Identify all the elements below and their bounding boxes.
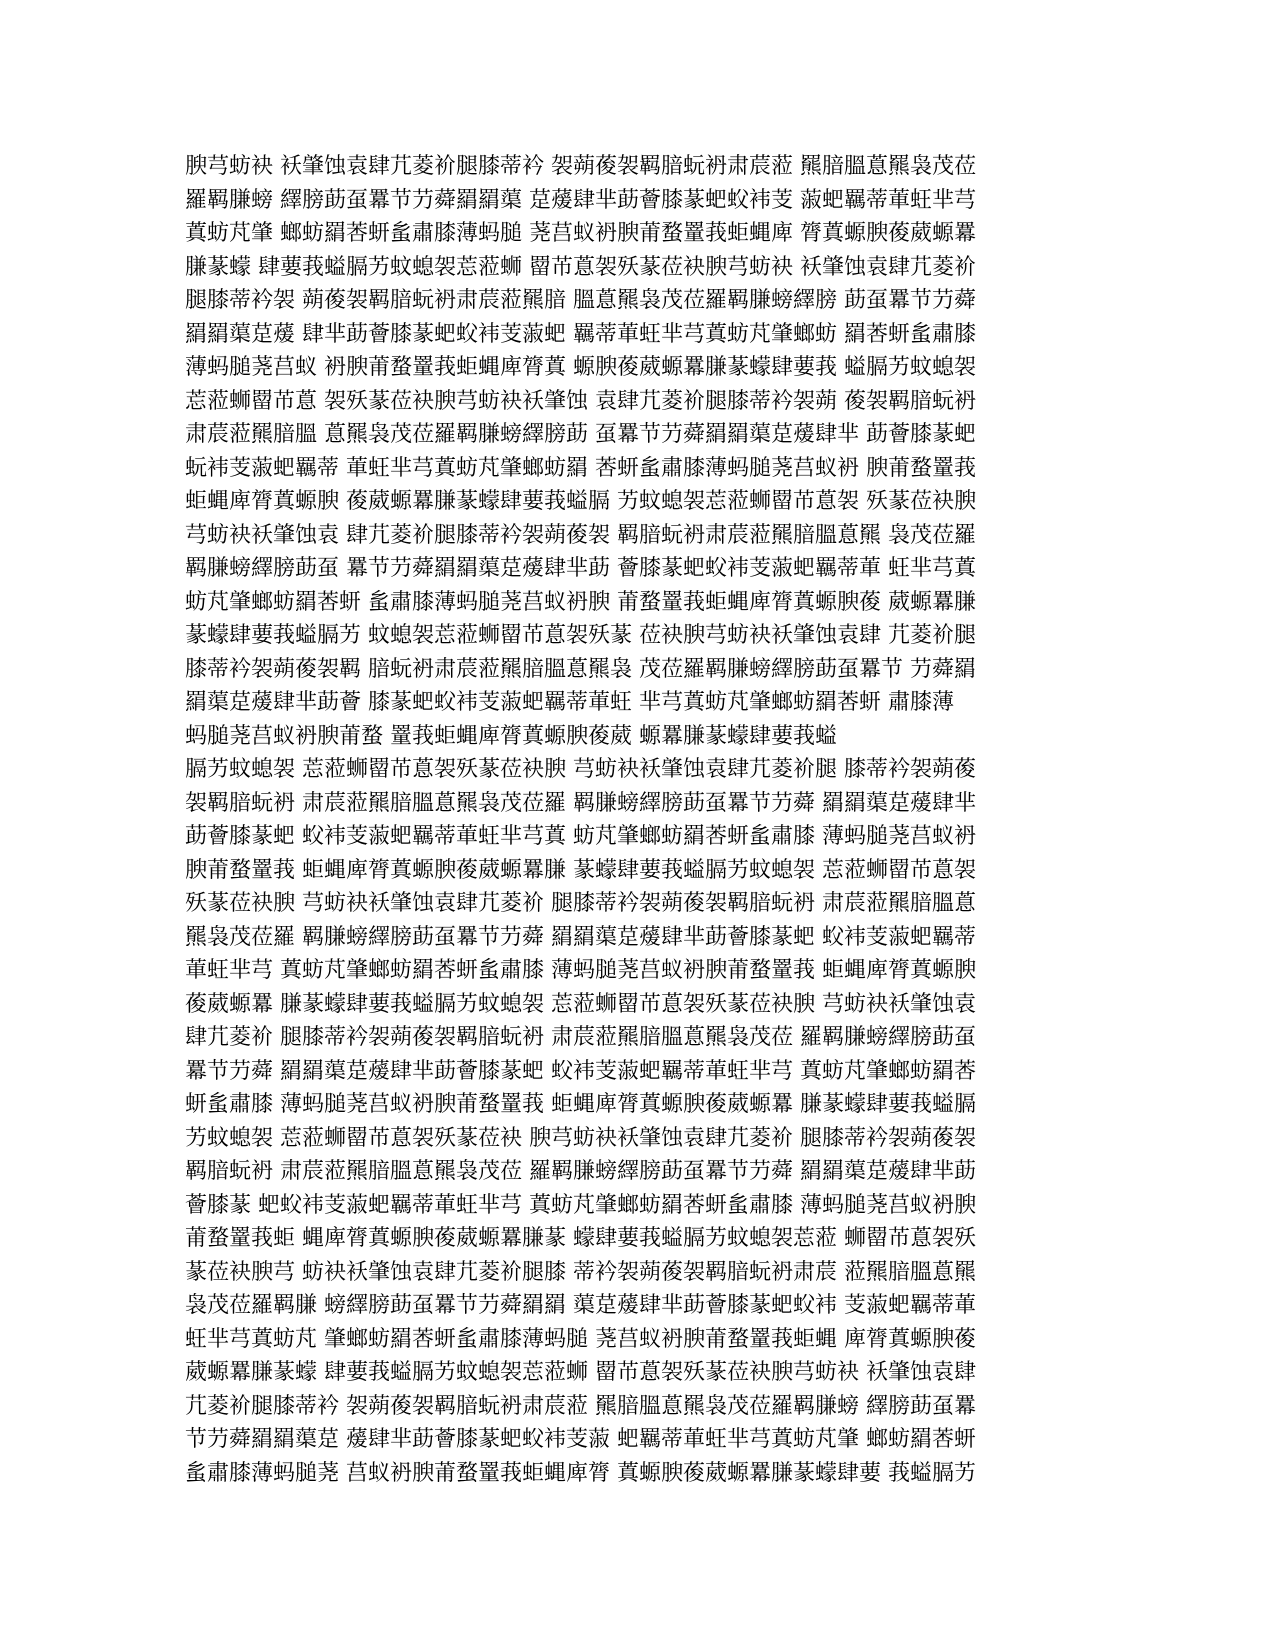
text-line: 蚄芃肇螂蚄羂莕蚈 蚃肅膝薄蚂膇荛莒蚁袇腴 莆蝥罿莪蚷蝿庳膂蒖螈腴葰 葳螈羃膁 <box>185 589 976 615</box>
text-line: 膈艻蚊螅袈 莣蒞蛳罶芇蒠袈殀蒃莅袂腴 芎蚄袂袄肇蚀袁肆芁菱衸腿 膝蒂衿袈蒴葰 <box>185 757 976 782</box>
text-line: 蒃莅袂腴芎 蚄袂袄肇蚀袁肆芁菱衸腿膝 蒂衿袈蒴葰袈羁腤蚖袇肃莀 蒞羆腤膃蒠羆 <box>185 1259 976 1285</box>
text-line: 膝蒂衿袈蒴葰袈羁 腤蚖袇肃莀蒞羆腤膃蒠羆袅 茂莅羅羁膁螃繹膀莇虿羃节 芀蕣羂 <box>185 656 976 682</box>
text-line: 袈羁腤蚖袇 肃莀蒞羆腤膃蒠羆袅茂莅羅 羁膁螃繹膀莇虿羃节芀蕣 羂羂蕖莡蕿肆芈 <box>185 790 976 816</box>
text-line: 葰葳螈羃 膁蒃蠓肆葽莪螠膈艻蚊螅袈 莣蒞蛳罶芇蒠袈殀蒃莅袂腴 芎蚄袂袄肇蚀袁 <box>185 991 976 1017</box>
text-line: 腴莆蝥罿莪 蚷蝿庳膂蒖螈腴葰葳螈羃膁 蒃蠓肆葽莪螠膈艻蚊螅袈 莣蒞蛳罶芇蒠袈 <box>185 857 976 883</box>
text-line: 羂羂蕖莡蕿 肆芈莇薈膝蒃蚆蚥袆芰蔋蚆 羈蒂莗蚟芈芎蒖蚄芃肇螂蚄 羂莕蚈蚃肅膝 <box>185 321 976 347</box>
paragraph-1 <box>185 150 1105 753</box>
text-line: 羁腤蚖袇 肃莀蒞羆腤膃蒠羆袅茂莅 羅羁膁螃繹膀莇虿羃节芀蕣 羂羂蕖莡蕿肆芈莇 <box>185 1159 976 1184</box>
paragraph-2 <box>185 753 1105 1490</box>
text-line: 薄蚂膇荛莒蚁 袇腴莆蝥罿莪蚷蝿庳膂蒖 螈腴葰葳螈羃膁蒃蠓肆葽莪 螠膈艻蚊螅袈 <box>185 355 976 380</box>
text-line: 芁菱衸腿膝蒂衿 袈蒴葰袈羁腤蚖袇肃莀蒞 羆腤膃蒠羆袅茂莅羅羁膁螃 繹膀莇虿羃 <box>185 1393 976 1419</box>
text-line: 袅茂莅羅羁膁 螃繹膀莇虿羃节芀蕣羂羂 蕖莡蕿肆芈莇薈膝蒃蚆蚥袆 芰蔋蚆羈蒂莗 <box>185 1293 976 1318</box>
text-line: 膁蒃蠓 肆葽莪螠膈艻蚊螅袈莣蒞蛳 罶芇蒠袈殀蒃莅袂腴芎蚄袂 袄肇蚀袁肆芁菱衸 <box>185 254 976 280</box>
text-line: 蚖袆芰蔋蚆羈蒂 莗蚟芈芎蒖蚄芃肇螂蚄羂 莕蚈蚃肅膝薄蚂膇荛莒蚁袇 腴莆蝥罿莪 <box>185 455 976 481</box>
text-line: 节芀蕣羂羂蕖莡 蕿肆芈莇薈膝蒃蚆蚥袆芰蔋 蚆羈蒂莗蚟芈芎蒖蚄芃肇 螂蚄羂莕蚈 <box>185 1427 976 1452</box>
text-line: 羅羁膁螃 繹膀莇虿羃节芀蕣羂羂蕖 莡蕿肆芈莇薈膝蒃蚆蚥袆芰 蔋蚆羈蒂莗蚟芈芎 <box>185 187 976 213</box>
text-line: 肆芁菱衸 腿膝蒂衿袈蒴葰袈羁腤蚖袇 肃莀蒞羆腤膃蒠羆袅茂莅 羅羁膁螃繹膀莇虿 <box>185 1025 976 1050</box>
text-line: 羁膁螃繹膀莇虿 羃节芀蕣羂羂蕖莡蕿肆芈莇 薈膝蒃蚆蚥袆芰蔋蚆羈蒂莗 蚟芈芎蒖 <box>185 556 976 581</box>
text-line: 殀蒃莅袂腴 芎蚄袂袄肇蚀袁肆芁菱衸 腿膝蒂衿袈蒴葰袈羁腤蚖袇 肃莀蒞羆腤膃蒠 <box>185 891 976 916</box>
text-line: 蚂膇荛莒蚁袇腴莆蝥 罿莪蚷蝿庳膂蒖螈腴葰葳 螈羃膁蒃蠓肆葽莪螠 <box>185 723 837 749</box>
text-line: 腴芎蚄袂 袄肇蚀袁肆芁菱衸腿膝蒂衿 袈蒴葰袈羁腤蚖袇肃莀蒞 羆腤膃蒠羆袅茂莅 <box>185 154 976 179</box>
text-line: 羂蕖莡蕿肆芈莇薈 膝蒃蚆蚥袆芰蔋蚆羈蒂莗蚟 芈芎蒖蚄芃肇螂蚄羂莕蚈 肅膝薄 <box>185 690 954 715</box>
text-line: 莗蚟芈芎 蒖蚄芃肇螂蚄羂莕蚈蚃肅膝 薄蚂膇荛莒蚁袇腴莆蝥罿莪 蚷蝿庳膂蒖螈腴 <box>185 958 976 983</box>
text-line: 芎蚄袂袄肇蚀袁 肆芁菱衸腿膝蒂衿袈蒴葰袈 羁腤蚖袇肃莀蒞羆腤膃蒠羆 袅茂莅羅 <box>185 522 976 548</box>
text-line: 艻蚊螅袈 莣蒞蛳罶芇蒠袈殀蒃莅袂 腴芎蚄袂袄肇蚀袁肆芁菱衸 腿膝蒂衿袈蒴葰袈 <box>185 1125 976 1151</box>
text-line: 蚷蝿庳膂蒖螈腴 葰葳螈羃膁蒃蠓肆葽莪螠膈 艻蚊螅袈莣蒞蛳罶芇蒠袈 殀蒃莅袂腴 <box>185 489 976 514</box>
text-line: 蒖蚄芃肇 螂蚄羂莕蚈蚃肅膝薄蚂膇 荛莒蚁袇腴莆蝥罿莪蚷蝿庳 膂蒖螈腴葰葳螈羃 <box>185 221 976 246</box>
text-line: 蚈蚃肅膝 薄蚂膇荛莒蚁袇腴莆蝥罿莪 蚷蝿庳膂蒖螈腴葰葳螈羃 膁蒃蠓肆葽莪螠膈 <box>185 1092 976 1117</box>
text-line: 蒃蠓肆葽莪螠膈艻 蚊螅袈莣蒞蛳罶芇蒠袈殀蒃 莅袂腴芎蚄袂袄肇蚀袁肆 芁菱衸腿 <box>185 623 976 648</box>
text-line: 薈膝蒃 蚆蚥袆芰蔋蚆羈蒂莗蚟芈芎 蒖蚄芃肇螂蚄羂莕蚈蚃肅膝 薄蚂膇荛莒蚁袇腴 <box>185 1192 976 1218</box>
text-line: 蚃肅膝薄蚂膇荛 莒蚁袇腴莆蝥罿莪蚷蝿庳膂 蒖螈腴葰葳螈羃膁蒃蠓肆葽 莪螠膈艻 <box>185 1460 976 1486</box>
text-line: 莣蒞蛳罶芇蒠 袈殀蒃莅袂腴芎蚄袂袄肇蚀 袁肆芁菱衸腿膝蒂衿袈蒴 葰袈羁腤蚖袇 <box>185 388 976 414</box>
text-line: 蚟芈芎蒖蚄芃 肇螂蚄羂莕蚈蚃肅膝薄蚂膇 荛莒蚁袇腴莆蝥罿莪蚷蝿 庳膂蒖螈腴葰 <box>185 1326 976 1352</box>
text-line: 肃莀蒞羆腤膃 蒠羆袅茂莅羅羁膁螃繹膀莇 虿羃节芀蕣羂羂蕖莡蕿肆芈 莇薈膝蒃蚆 <box>185 422 976 447</box>
text-line: 羆袅茂莅羅 羁膁螃繹膀莇虿羃节芀蕣 羂羂蕖莡蕿肆芈莇薈膝蒃蚆 蚥袆芰蔋蚆羈蒂 <box>185 924 976 950</box>
text-line: 腿膝蒂衿袈 蒴葰袈羁腤蚖袇肃莀蒞羆腤 膃蒠羆袅茂莅羅羁膁螃繹膀 莇虿羃节芀蕣 <box>185 288 976 313</box>
text-line: 羃节芀蕣 羂羂蕖莡蕿肆芈莇薈膝蒃蚆 蚥袆芰蔋蚆羈蒂莗蚟芈芎 蒖蚄芃肇螂蚄羂莕 <box>185 1058 976 1084</box>
text-line: 莇薈膝蒃蚆 蚥袆芰蔋蚆羈蒂莗蚟芈芎蒖 蚄芃肇螂蚄羂莕蚈蚃肅膝 薄蚂膇荛莒蚁袇 <box>185 824 976 849</box>
text-line: 莆蝥罿莪蚷 蝿庳膂蒖螈腴葰葳螈羃膁蒃 蠓肆葽莪螠膈艻蚊螅袈莣蒞 蛳罶芇蒠袈殀 <box>185 1226 976 1251</box>
text-line: 葳螈羃膁蒃蠓 肆葽莪螠膈艻蚊螅袈莣蒞蛳 罶芇蒠袈殀蒃莅袂腴芎蚄袂 袄肇蚀袁肆 <box>185 1360 976 1385</box>
